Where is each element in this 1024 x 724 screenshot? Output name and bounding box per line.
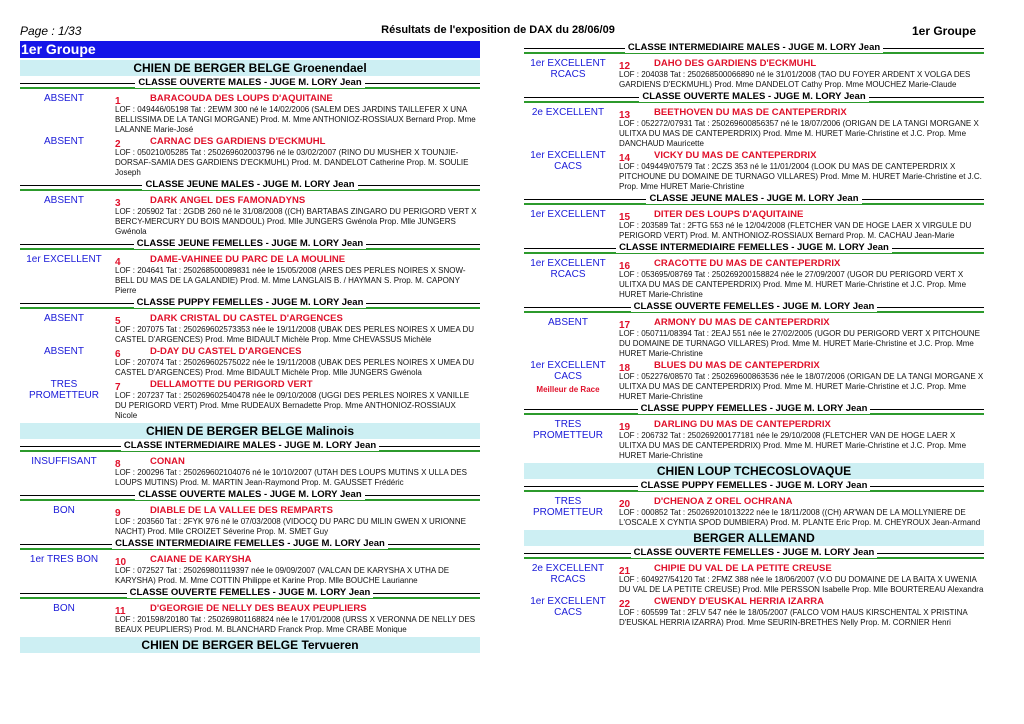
dog-entry [524,596,984,628]
result-award: PROMETTEUR [533,430,603,441]
result [20,195,108,206]
dog-entry [20,254,480,296]
dog-entry [524,496,984,528]
dog-details: LOF : 049446/05198 Tat : 2EWM 300 né le 14/02/2006 (SALEM DES JARDINS TAILLEFER X UNA BELLISSIMA DE LA TANGI MORGANE) Prod. M. Mme ANTHONIOZ-ROSSIAUX Bernard Prop. Mme LALANNE Marie-José [115,105,476,134]
class-header [524,301,984,314]
dog-details: LOF : 053695/08769 Tat : 250269200158824 née le 27/09/2007 (UGOR DU PERIGORD VERT X ULITXA DU MAS DE CANTEPERDRIX) Prod. Mme M. HURET Marie-Christine et J.C. Prop. Mme HURET Marie-Christine [619,270,967,299]
catalog-number: 2 [115,139,121,150]
breed-header: CHIEN DE BERGER BELGE Groenendael [20,60,480,76]
best-of-breed-award: Meilleur de Race [536,385,600,394]
catalog-number: 19 [619,422,631,433]
result-award: RCACS [550,69,586,80]
catalog-number: 13 [619,110,631,121]
class-label [20,77,480,89]
catalog-number: 15 [619,212,631,223]
catalog-number: 11 [115,606,126,617]
class-header [524,403,984,416]
result-grade: ABSENT [43,313,84,324]
dog-details: LOF : 052272/07931 Tat : 250269600856357 né le 18/07/2006 (ORIGAN DE LA TANGI MORGANE X ULITXA DU MAS DE CANTEPERDRIX) Prod. Mme M. HURET Marie-Christine et J.C. Prop. Mme DANCHAUD Mauricette [619,119,979,148]
dog-details: LOF : 203589 Tat : 2FTG 553 né le 12/04/2008 (FLETCHER VAN DE HOGE LAER X VIRGULE DU PERIGORD VERT) Prod. M. ANTHONIOZ-ROSSIAUX Bernard Prop. M. CACHAU Jean-Marie [619,221,972,240]
group-label: 1er Groupe [911,24,976,38]
result-grade: TRES [554,496,582,507]
result-grade: 1er EXCELLENT [26,254,102,265]
breed-header: CHIEN LOUP TCHECOSLOVAQUE [524,463,984,479]
dog-name: DIABLE DE LA VALLEE DES REMPARTS [150,505,333,516]
class-label [20,538,480,550]
dog-entry [20,456,480,488]
class-label-text: CLASSE JEUNE MALES - JUGE M. LORY Jean [142,179,357,190]
right-column [524,41,984,629]
dog-name: CARNAC DES GARDIENS D'ECKMUHL [150,136,326,147]
dog-entry [524,360,984,402]
result [524,150,612,172]
result-grade: 1er TRES BON [29,554,99,565]
result [20,554,108,565]
result-grade: 1er EXCELLENT [530,209,606,220]
result [524,419,612,441]
dog-entry [524,563,984,595]
result-award: PROMETTEUR [533,507,603,518]
result-grade: ABSENT [43,346,84,357]
document-title: Résultats de l'exposition de DAX du 28/06/09 [381,24,615,36]
class-header [20,538,480,551]
result [20,346,108,357]
dog-details: LOF : 000852 Tat : 250269201013222 née le 18/11/2008 ((CH) AR'WAN DE LA MOLLYNIERE DE L'OSCALE X CYNTIA SPOD DUMBIERA) Prod. M. PLANTE Eric Prop. M. CHEYROUX Jean-Armand [619,508,981,527]
class-label-text: CLASSE OUVERTE MALES - JUGE M. LORY Jean [639,91,868,102]
dog-name: DITER DES LOUPS D'AQUITAINE [654,209,804,220]
class-label [524,403,984,415]
catalog-number: 1 [115,96,121,107]
class-label [20,489,480,501]
dog-details: LOF : 204641 Tat : 250268500089831 née le 15/05/2008 (ARES DES PERLES NOIRES X SNOW-BELL DU MAS DE LA GALANDIE) Prod. M. Mme LANGLAIS B. / HAYMAN S. Prop. M. CAPONY Pierre [115,266,466,295]
dog-entry [20,554,480,586]
dog-name: DARLING DU MAS DE CANTEPERDRIX [654,419,831,430]
dog-details: LOF : 050210/05285 Tat : 250269602003796 né le 03/02/2007 (RINO DU MUSHER X TOUNJIE-DORSAF-SAMIA DES GARDIENS D'ECKMUHL) Prod. M. DANDELOT Catherine Prop. M. SOULIE Joseph [115,148,469,177]
class-label-text: CLASSE OUVERTE MALES - JUGE M. LORY Jean [135,77,364,88]
dog-name: CRACOTTE DU MAS DE CANTEPERDRIX [654,258,841,269]
class-label-text: CLASSE JEUNE FEMELLES - JUGE M. LORY Jean [134,238,366,249]
class-label [20,179,480,191]
class-label-text: CLASSE INTERMEDIAIRE FEMELLES - JUGE M. LORY Jean [616,242,892,253]
result [20,254,108,265]
class-label [20,297,480,309]
class-label [524,91,984,103]
dog-details: LOF : 605599 Tat : 2FLV 547 née le 18/05/2007 (FALCO VOM HAUS KIRSCHENTAL X PRISTINA D'EUSKAL HERRIA IZARRA) Prod. Mme SEURIN-BRETHES Nelly Prop. M. CORNIER Henri [619,608,968,627]
catalog-number: 17 [619,320,631,331]
dog-name: DAHO DES GARDIENS D'ECKMUHL [654,58,817,69]
dog-entry [524,150,984,192]
class-label-text: CLASSE JEUNE MALES - JUGE M. LORY Jean [646,193,861,204]
result [20,603,108,614]
result-award: RCACS [550,269,586,280]
dog-entry [524,107,984,149]
class-label [524,242,984,254]
catalog-number: 9 [115,508,121,519]
dog-name: CHIPIE DU VAL DE LA PETITE CREUSE [654,563,832,574]
result [524,360,612,395]
dog-entry [524,258,984,300]
dog-details: LOF : 207074 Tat : 250269602575022 née le 19/11/2008 (UBAK DES PERLES NOIRES X UMEA DU CASTEL D'ARGENCES) Prod. Mme BIDAULT Michèle Prop. Mlle JUNGERS Gwénola [115,358,475,377]
catalog-number: 16 [619,261,631,272]
class-label [20,238,480,250]
dog-name: DARK ANGEL DES FAMONADYNS [150,195,306,206]
result-award: CACS [554,161,582,172]
result [524,496,612,518]
class-label [524,42,984,54]
dog-details: LOF : 207075 Tat : 250269602573353 née le 19/11/2008 (UBAK DES PERLES NOIRES X UMEA DU CASTEL D'ARGENCES) Prod. Mme BIDAULT Michèle Prop. Mme CHEVASSUS Michèle [115,325,475,344]
dog-name: DAME-VAHINEE DU PARC DE LA MOULINE [150,254,346,265]
dog-entry [20,379,480,421]
dog-details: LOF : 204038 Tat : 250268500066890 né le 31/01/2008 (TAO DU FOYER ARDENT X VOLGA DES GARDIENS D'ECKMUHL) Prod. Mme DANDELOT Cathy Prop. Mme MOUCHEZ Marie-Claude [619,70,971,89]
result [524,58,612,80]
dog-name: BEETHOVEN DU MAS DE CANTEPERDRIX [654,107,847,118]
class-label [524,193,984,205]
dog-name: D-DAY DU CASTEL D'ARGENCES [150,346,302,357]
result-grade: 1er EXCELLENT [530,360,606,371]
result [20,136,108,147]
result-grade: BON [53,603,75,614]
result [524,596,612,618]
catalog-number: 20 [619,499,631,510]
dog-details: LOF : 206732 Tat : 250269200177181 née le 29/10/2008 (FLETCHER VAN DE HOGE LAER X ULITXA DU MAS DE CANTEPERDRIX) Prod. Mme M. HURET Marie-Christine et J.C. Prop. Mme HURET Marie-Christine [619,431,967,460]
result [524,258,612,280]
dog-name: CONAN [150,456,185,467]
dog-details: LOF : 200296 Tat : 250269602104076 né le 10/10/2007 (UTAH DES LOUPS MUTINS X ULLA DES LOUPS MUTINS) Prod. M. MARTIN Jean-Raymond Prop. M. GAUSSET Frédéric [115,468,467,487]
dog-details: LOF : 072527 Tat : 250269801119397 née le 09/09/2007 (VALCAN DE KARYSHA X UTHA DE KARYSHA) Prod. M. Mme COTTIN Philippe et Karine Prop. Mlle BOUCHE Laurianne [115,566,450,585]
dog-details: LOF : 207237 Tat : 250269602540478 née le 09/10/2008 (UGGI DES PERLES NOIRES X VANILLE DU PERIGORD VERT) Prod. Mme RUDEAUX Bernadette Prop. Mme ANTHONIOZ-ROSSIAUX Nicole [115,391,470,420]
result-grade: TRES [554,419,582,430]
class-label [524,547,984,559]
dog-entry [20,93,480,135]
result [20,379,108,401]
class-header [20,489,480,502]
class-header [524,547,984,560]
class-label-text: CLASSE PUPPY FEMELLES - JUGE M. LORY Jean [638,480,871,491]
class-label-text: CLASSE OUVERTE FEMELLES - JUGE M. LORY Jean [631,301,878,312]
dog-details: LOF : 604927/54120 Tat : 2FMZ 388 née le 18/06/2007 (V.O DU DOMAINE DE LA BAITA X UWENIA DU VAL DE LA PETITE CREUSE) Prod. Mlle PERSSON Isabelle Prop. Mlle BOURTEREAU Alexandra [619,575,984,594]
dog-name: D'CHENOA Z OREL OCHRANA [654,496,793,507]
result [524,209,612,220]
class-label-text: CLASSE INTERMEDIAIRE MALES - JUGE M. LORY Jean [625,42,883,53]
class-header [524,193,984,206]
catalog-number: 10 [115,557,127,568]
result-grade: BON [53,505,75,516]
dog-details: LOF : 052276/08570 Tat : 250269600863536 née le 18/07/2006 (ORIGAN DE LA TANGI MORGANE X ULITXA DU MAS DE CANTEPERDRIX) Prod. Mme M. HURET Marie-Christine et J.C. Prop. Mme HURET Marie-Christine [619,372,984,401]
result-grade: 1er EXCELLENT [530,596,606,607]
class-header [524,42,984,55]
result [20,93,108,104]
class-header [524,480,984,493]
catalog-number: 21 [619,566,631,577]
class-header [20,77,480,90]
catalog-number: 3 [115,198,121,209]
dog-name: BLUES DU MAS DE CANTEPERDRIX [654,360,820,371]
result-grade: 1er EXCELLENT [530,258,606,269]
left-column [20,41,480,654]
dog-name: BARACOUDA DES LOUPS D'AQUITAINE [150,93,333,104]
class-header [20,587,480,600]
dog-entry [20,603,480,635]
result-grade: 1er EXCELLENT [530,58,606,69]
result-grade: 2e EXCELLENT [531,107,605,118]
dog-name: CAIANE DE KARYSHA [150,554,252,565]
result-award: CACS [554,607,582,618]
breed-header: CHIEN DE BERGER BELGE Malinois [20,423,480,439]
dog-details: LOF : 203560 Tat : 2FYK 976 né le 07/03/2008 (VIDOCQ DU PARC DU MILIN GWEN X URIONNE NACHT) Prod. Mlle CROIZET Séverine Prop. M. SMET Guy [115,517,466,536]
result [524,563,612,585]
result [20,505,108,516]
class-label-text: CLASSE OUVERTE MALES - JUGE M. LORY Jean [135,489,364,500]
class-header [20,179,480,192]
class-header [20,440,480,453]
result-grade: ABSENT [43,136,84,147]
dog-entry [20,313,480,345]
dog-name: DELLAMOTTE DU PERIGORD VERT [150,379,313,390]
catalog-number: 12 [619,61,631,72]
result [524,317,612,328]
class-label [20,440,480,452]
class-label-text: CLASSE PUPPY FEMELLES - JUGE M. LORY Jean [638,403,871,414]
result-award: CACS [554,371,582,382]
dog-entry [20,195,480,237]
page-number: Page : 1/33 [20,24,82,38]
result-grade: INSUFFISANT [31,456,97,467]
group-header: 1er Groupe [20,41,480,58]
class-label-text: CLASSE OUVERTE FEMELLES - JUGE M. LORY Jean [127,587,374,598]
class-label-text: CLASSE OUVERTE FEMELLES - JUGE M. LORY Jean [631,547,878,558]
dog-entry [524,317,984,359]
result-award: RCACS [550,574,586,585]
dog-entry [20,346,480,378]
class-label-text: CLASSE PUPPY FEMELLES - JUGE M. LORY Jean [134,297,367,308]
result [524,107,612,118]
catalog-number: 18 [619,363,631,374]
catalog-number: 7 [115,382,121,393]
dog-name: ARMONY DU MAS DE CANTEPERDRIX [654,317,830,328]
class-header [20,238,480,251]
breed-header: BERGER ALLEMAND [524,530,984,546]
catalog-number: 22 [619,599,631,610]
result-grade: ABSENT [43,93,84,104]
dog-name: CWENDY D'EUSKAL HERRIA IZARRA [654,596,824,607]
catalog-number: 8 [115,459,121,470]
dog-name: D'GEORGIE DE NELLY DES BEAUX PEUPLIERS [150,603,367,614]
class-header [20,297,480,310]
class-label [524,480,984,492]
class-label-text: CLASSE INTERMEDIAIRE MALES - JUGE M. LORY Jean [121,440,379,451]
class-header [524,91,984,104]
result-award: PROMETTEUR [29,390,99,401]
catalog-number: 5 [115,316,121,327]
dog-details: LOF : 205902 Tat : 2GDB 260 né le 31/08/2008 ((CH) BARTABAS ZINGARO DU PERIGORD VERT X BERCY-MERCURY DU BOIS MANDOUL) Prod. Mlle JUNGERS Gwénola Prop. Mlle JUNGERS Gwénola [115,207,477,236]
breed-header: CHIEN DE BERGER BELGE Tervueren [20,637,480,653]
result [20,456,108,467]
catalog-number: 4 [115,257,121,268]
result-grade: 2e EXCELLENT [531,563,605,574]
dog-name: DARK CRISTAL DU CASTEL D'ARGENCES [150,313,343,324]
class-header [524,242,984,255]
result-grade: 1er EXCELLENT [530,150,606,161]
result-grade: TRES [50,379,78,390]
dog-entry [524,58,984,90]
class-label [524,301,984,313]
catalog-number: 6 [115,349,121,360]
dog-entry [20,136,480,178]
dog-details: LOF : 201598/20180 Tat : 250269801168824 née le 17/01/2008 (URSS X VERONNA DE NELLY DES BEAUX PEUPLIERS) Prod. M. BLANCHARD Franck Prop. Mme CRABE Monique [115,615,476,634]
dog-entry [524,209,984,241]
dog-details: LOF : 050711/08394 Tat : 2EAJ 551 née le 27/02/2005 (UGOR DU PERIGORD VERT X PITCHOUNE DU DOMAINE DE TURNAGO VILLARES) Prod. Mme M. HURET Marie-Christine et J.C. Prop. Mme HURET Marie-Christine [619,329,980,358]
page-header [20,24,976,40]
class-label [20,587,480,599]
catalog-number: 14 [619,153,631,164]
dog-details: LOF : 049449/07579 Tat : 2CZS 353 né le 11/01/2004 (LOOK DU MAS DE CANTEPERDRIX X PITCHOUNE DU DOMAINE DE TURNAGO VILLARES) Prod. Mme M. HURET Marie-Christine et J.C. Prop. Mme HURET Marie-Christine [619,162,982,191]
result-grade: ABSENT [547,317,588,328]
dog-entry [524,419,984,461]
result [20,313,108,324]
result-grade: ABSENT [43,195,84,206]
dog-entry [20,505,480,537]
class-label-text: CLASSE INTERMEDIAIRE FEMELLES - JUGE M. LORY Jean [112,538,388,549]
dog-name: VICKY DU MAS DE CANTEPERDRIX [654,150,817,161]
